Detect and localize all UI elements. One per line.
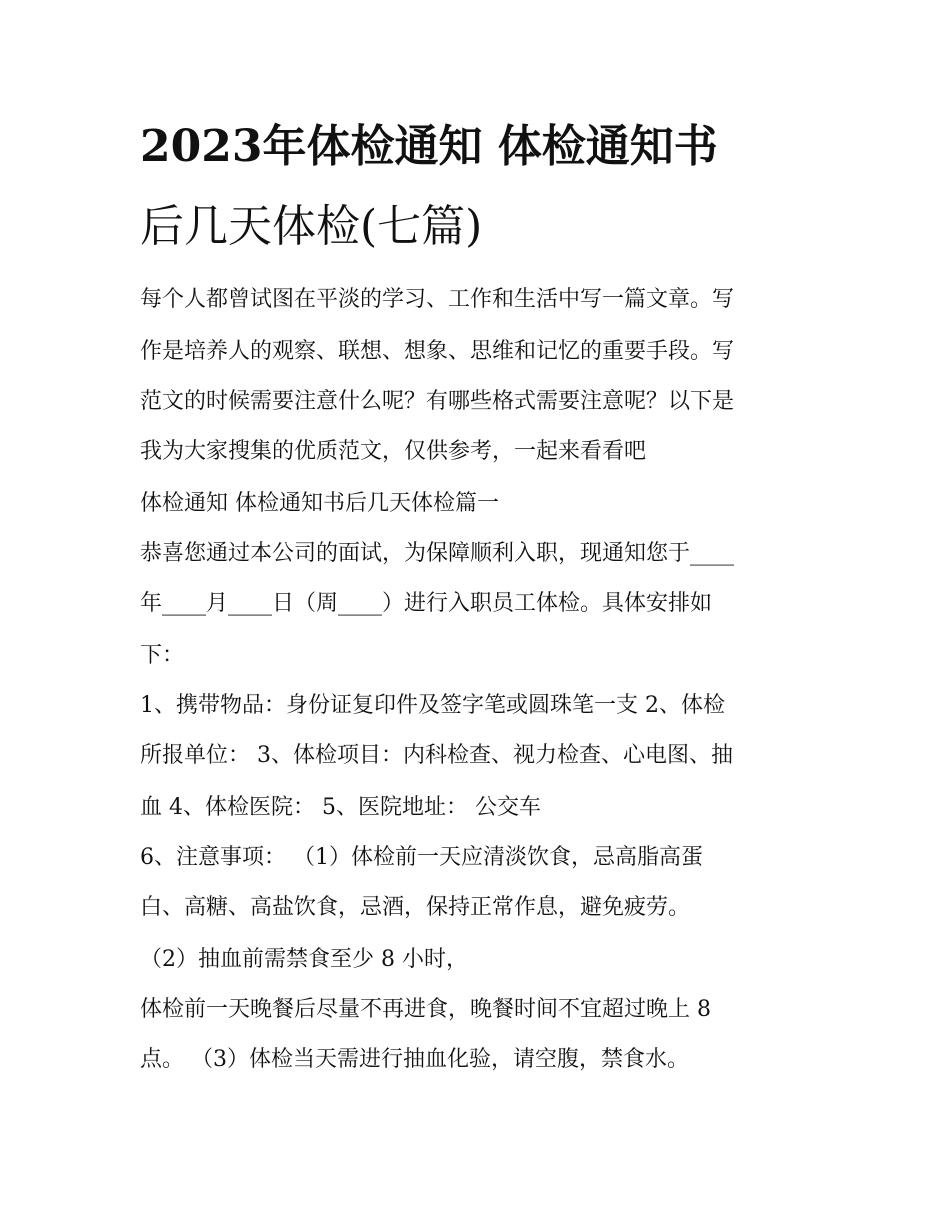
document-title-line-2: 后几天体检(七篇) — [140, 201, 483, 252]
list-line: 血 4、体检医院： 5、医院地址： 公交车 — [140, 795, 541, 820]
notice-line: 白、高糖、高盐饮食，忌酒，保持正常作息，避免疲劳。 — [140, 895, 691, 920]
notice-line: 点。 （3）体检当天需进行抽血化验，请空腹，禁食水。 — [140, 1047, 689, 1072]
intro-line-1: 每个人都曾试图在平淡的学习、工作和生活中写一篇文章。写 — [140, 287, 735, 312]
body-line: 年____月____日（周____）进行入职员工体检。具体安排如 — [140, 591, 713, 616]
document-title-line-1: 2023年体检通知 体检通知书 — [140, 121, 718, 172]
list-line: 1、携带物品：身份证复印件及签字笔或圆珠笔一支 2、体检 — [140, 693, 725, 718]
notice-line: （2）抽血前需禁食至少 8 小时， — [140, 947, 468, 972]
notice-line: 6、注意事项： （1）体检前一天应清淡饮食，忌高脂高蛋 — [140, 845, 703, 870]
body-line: 恭喜您通过本公司的面试，为保障顺利入职，现通知您于____ — [140, 541, 735, 566]
notice-line: 体检前一天晚餐后尽量不再进食，晚餐时间不宜超过晚上 8 — [140, 997, 711, 1022]
list-line: 所报单位： 3、体检项目：内科检查、视力检查、心电图、抽 — [140, 743, 733, 768]
intro-line-4: 我为大家搜集的优质范文，仅供参考，一起来看看吧 — [140, 439, 647, 464]
intro-line-3: 范文的时候需要注意什么呢？有哪些格式需要注意呢？以下是 — [140, 389, 735, 414]
intro-line-2: 作是培养人的观察、联想、想象、思维和记忆的重要手段。写 — [140, 339, 735, 364]
body-line: 下： — [140, 643, 185, 668]
section-heading: 体检通知 体检通知书后几天体检篇一 — [140, 491, 499, 516]
